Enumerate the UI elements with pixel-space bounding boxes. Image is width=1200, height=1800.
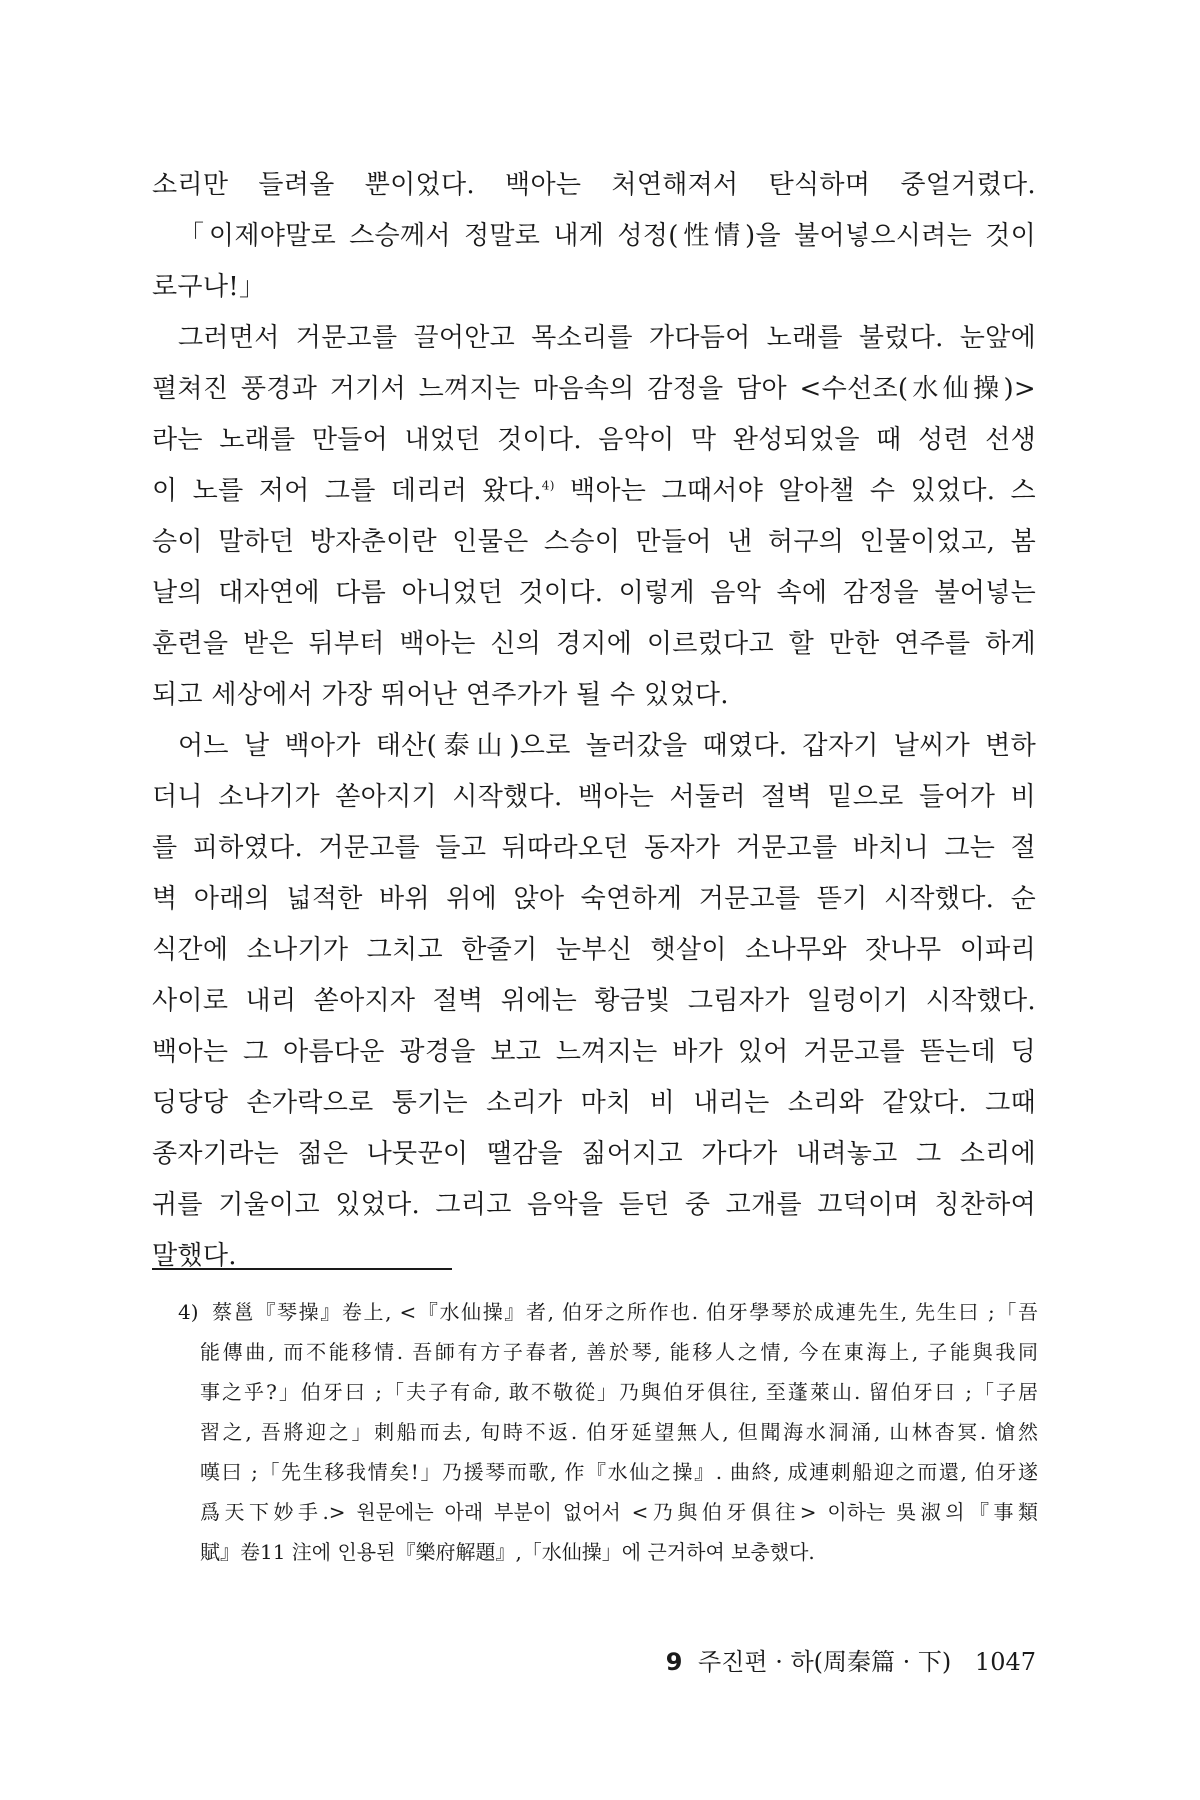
text-line: 말했다. xyxy=(152,1241,237,1271)
text-line: 귀를 기울이고 있었다. 그리고 음악을 듣던 중 고개를 끄덕이며 칭찬하여 xyxy=(152,1190,1036,1220)
text-line: 종자기라는 젊은 나뭇꾼이 땔감을 짊어지고 가다가 내려놓고 그 소리에 xyxy=(152,1139,1036,1169)
text-line: 어느 날 백아가 태산(泰山)으로 놀러갔을 때였다. 갑자기 날씨가 변하 xyxy=(178,731,1036,761)
main-text xyxy=(152,160,1036,1282)
text-line: 딩당당 손가락으로 퉁기는 소리가 마치 비 내리는 소리와 같았다. 그때 xyxy=(152,1088,1036,1118)
text-line: 훈련을 받은 뒤부터 백아는 신의 경지에 이르렀다고 할 만한 연주를 하게 xyxy=(152,629,1036,659)
footnote-reference[interactable]: 4) xyxy=(541,478,555,493)
footnote-line: 事之乎?」伯牙曰 ;「夫子有命, 敢不敬從」乃與伯牙俱往, 至蓬萊山. 留伯牙曰 ;「子居 xyxy=(200,1380,1038,1404)
text-line: 되고 세상에서 가장 뛰어난 연주가가 될 수 있었다. xyxy=(152,680,729,710)
chapter-number: 9 xyxy=(665,1648,683,1676)
text-line: 더니 소나기가 쏟아지기 시작했다. 백아는 서둘러 절벽 밑으로 들어가 비 xyxy=(152,782,1036,812)
chapter-title: 주진편 · 하(周秦篇 · 下) xyxy=(698,1648,952,1676)
footnote-line xyxy=(178,1292,1038,1332)
text-line: 날의 대자연에 다름 아니었던 것이다. 이렇게 음악 속에 감정을 불어넣는 xyxy=(152,578,1036,608)
text-line: 그러면서 거문고를 끌어안고 목소리를 가다듬어 노래를 불렀다. 눈앞에 xyxy=(178,323,1036,353)
text-line: 식간에 소나기가 그치고 한줄기 눈부신 햇살이 소나무와 잣나무 이파리 xyxy=(152,935,1036,965)
running-footer xyxy=(666,1642,1036,1677)
text-line: 「이제야말로 스승께서 정말로 내게 성정(性情)을 불어넣으시려는 것이 xyxy=(178,221,1036,251)
footnote-text: 蔡邕『琴操』卷上, <『水仙操』者, 伯牙之所作也. 伯牙學琴於成連先生, 先生曰 ;「吾 xyxy=(210,1300,1038,1324)
footnote-number: 4) xyxy=(178,1300,199,1324)
footnote xyxy=(178,1292,1038,1572)
text-line-with-footnote xyxy=(152,466,1036,517)
text-line: 로구나!」 xyxy=(152,272,266,302)
text-line: 를 피하였다. 거문고를 들고 뒤따라오던 동자가 거문고를 바치니 그는 절 xyxy=(152,833,1036,863)
footnote-line: 習之, 吾將迎之」刺船而去, 旬時不返. 伯牙延望無人, 但聞海水洞涌, 山林杳冥. 愴然 xyxy=(200,1420,1038,1444)
text-line: 백아는 그 아름다운 광경을 보고 느껴지는 바가 있어 거문고를 뜯는데 딩 xyxy=(152,1037,1036,1067)
text-segment: 백아는 그때서야 알아챌 수 있었다. 스 xyxy=(569,476,1036,506)
footnote-line: 爲天下妙手.> 원문에는 아래 부분이 없어서 <乃與伯牙俱往> 이하는 吳淑의『事類 xyxy=(200,1500,1038,1524)
footnote-line: 賦』卷11 注에 인용된『樂府解題』,「水仙操」에 근거하여 보충했다. xyxy=(200,1540,815,1564)
text-line: 사이로 내리 쏟아지자 절벽 위에는 황금빛 그림자가 일렁이기 시작했다. xyxy=(152,986,1036,1016)
footnote-line: 能傳曲, 而不能移情. 吾師有方子春者, 善於琴, 能移人之情, 今在東海上, 子能與我同 xyxy=(200,1340,1038,1364)
text-segment: 이 노를 저어 그를 데리러 왔다. xyxy=(152,476,542,506)
text-line: 라는 노래를 만들어 내었던 것이다. 음악이 막 완성되었을 때 성련 선생 xyxy=(152,425,1036,455)
text-line: 벽 아래의 넓적한 바위 위에 앉아 숙연하게 거문고를 뜯기 시작했다. 순 xyxy=(152,884,1036,914)
text-line: 소리만 들려올 뿐이었다. 백아는 처연해져서 탄식하며 중얼거렸다. xyxy=(152,170,1036,200)
text-line: 펼쳐진 풍경과 거기서 느껴지는 마음속의 감정을 담아 <수선조(水仙操)> xyxy=(152,374,1036,404)
page-number: 1047 xyxy=(974,1648,1036,1676)
text-line: 승이 말하던 방자춘이란 인물은 스승이 만들어 낸 허구의 인물이었고, 봄 xyxy=(152,527,1036,557)
footnote-line: 嘆曰 ;「先生移我情矣!」乃援琴而歌, 作『水仙之操』. 曲終, 成連刺船迎之而還, 伯牙遂 xyxy=(200,1460,1038,1484)
footnote-divider xyxy=(152,1268,452,1270)
